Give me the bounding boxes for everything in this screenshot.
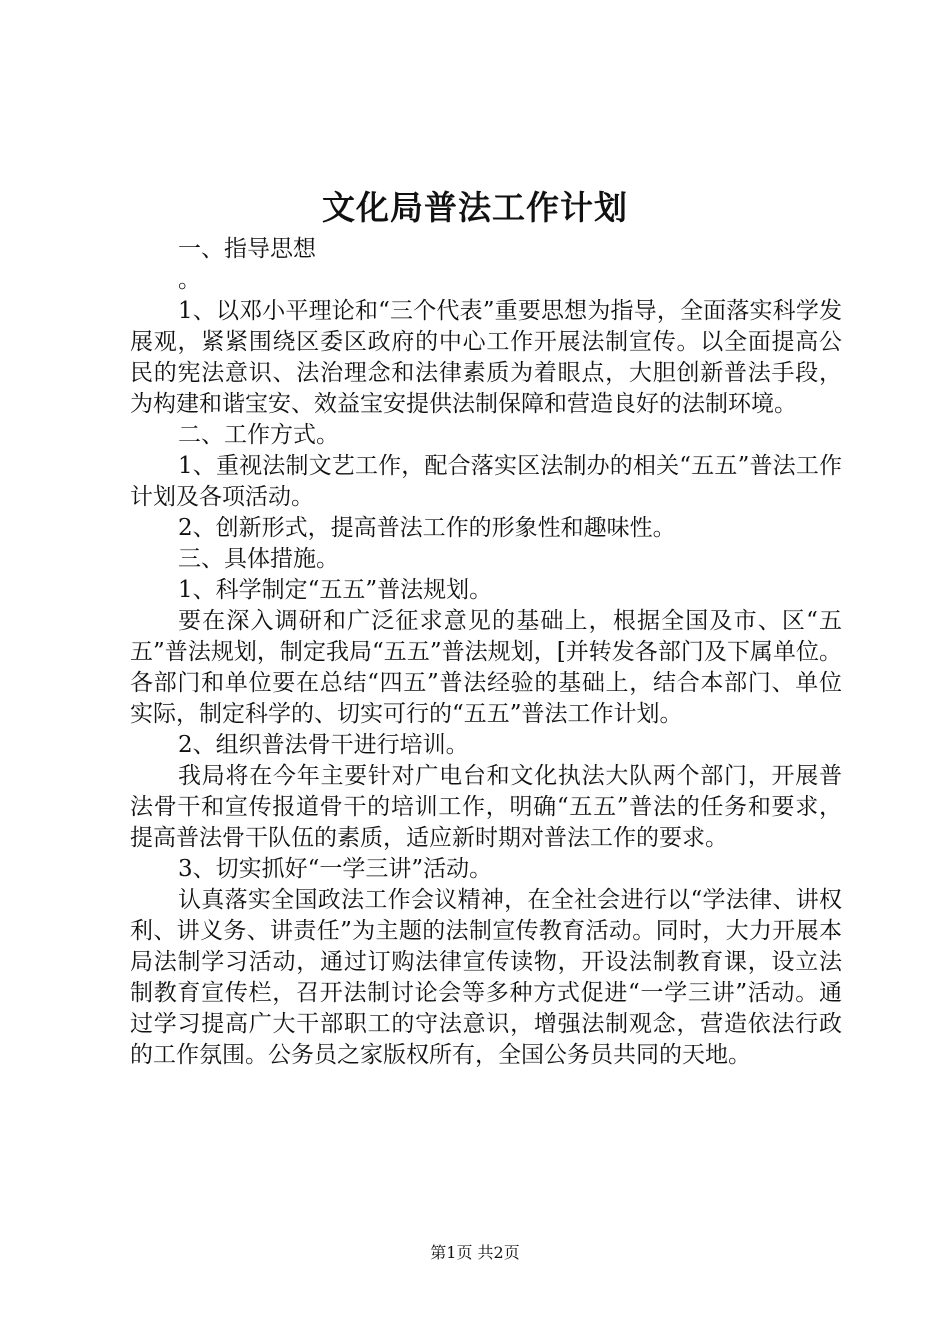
paragraph-period: 。 bbox=[178, 267, 201, 293]
heading-specific-measures: 三、具体措施。 bbox=[178, 546, 339, 572]
subheading-measure-2: 2、组织普法骨干进行培训。 bbox=[178, 732, 469, 758]
page-footer: 第1页 共2页 bbox=[430, 1243, 520, 1262]
heading-work-method: 二、工作方式。 bbox=[178, 422, 339, 448]
subheading-measure-3: 3、切实抓好“一学三讲”活动。 bbox=[178, 856, 493, 882]
document-body bbox=[130, 234, 842, 1071]
paragraph-measure-2: 我局将在今年主要针对广电台和文化执法大队两个部门，开展普法骨干和宣传报道骨干的培训工作，明确“五五”普法的任务和要求，提高普法骨干队伍的素质，适应新时期对普法工作的要求。 bbox=[130, 763, 842, 851]
document-title: 文化局普法工作计划 bbox=[322, 188, 628, 227]
paragraph-method-2: 2、创新形式，提高普法工作的形象性和趣味性。 bbox=[178, 515, 676, 541]
paragraph-measure-3: 认真落实全国政法工作会议精神，在全社会进行以“学法律、讲权利、讲义务、讲责任”为主题的法制宣传教育活动。同时，大力开展本局法制学习活动，通过订购法律宣传读物，开设法制教育课，设立法制教育宣传栏，召开法制讨论会等多种方式促进“一学三讲”活动。通过学习提高广大干部职工的守法意识，增强法制观念，营造依法行政的工作氛围。公务员之家版权所有，全国公务员共同的天地。 bbox=[130, 887, 842, 1068]
paragraph-guiding-point-1: 1、以邓小平理论和“三个代表”重要思想为指导，全面落实科学发展观，紧紧围绕区委区政府的中心工作开展法制宣传。以全面提高公民的宪法意识、法治理念和法律素质为着眼点，大胆创新普法手段，为构建和谐宝安、效益宝安提供法制保障和营造良好的法制环境。 bbox=[130, 298, 842, 417]
paragraph-method-1: 1、重视法制文艺工作，配合落实区法制办的相关“五五”普法工作计划及各项活动。 bbox=[130, 453, 842, 510]
paragraph-measure-1: 要在深入调研和广泛征求意见的基础上，根据全国及市、区“五五”普法规划，制定我局“五五”普法规划，[并转发各部门及下属单位。各部门和单位要在总结“四五”普法经验的基础上，结合本部门、单位实际，制定科学的、切实可行的“五五”普法工作计划。 bbox=[130, 608, 842, 727]
subheading-measure-1: 1、科学制定“五五”普法规划。 bbox=[178, 577, 493, 603]
heading-guiding-thought: 一、指导思想 bbox=[178, 236, 316, 262]
